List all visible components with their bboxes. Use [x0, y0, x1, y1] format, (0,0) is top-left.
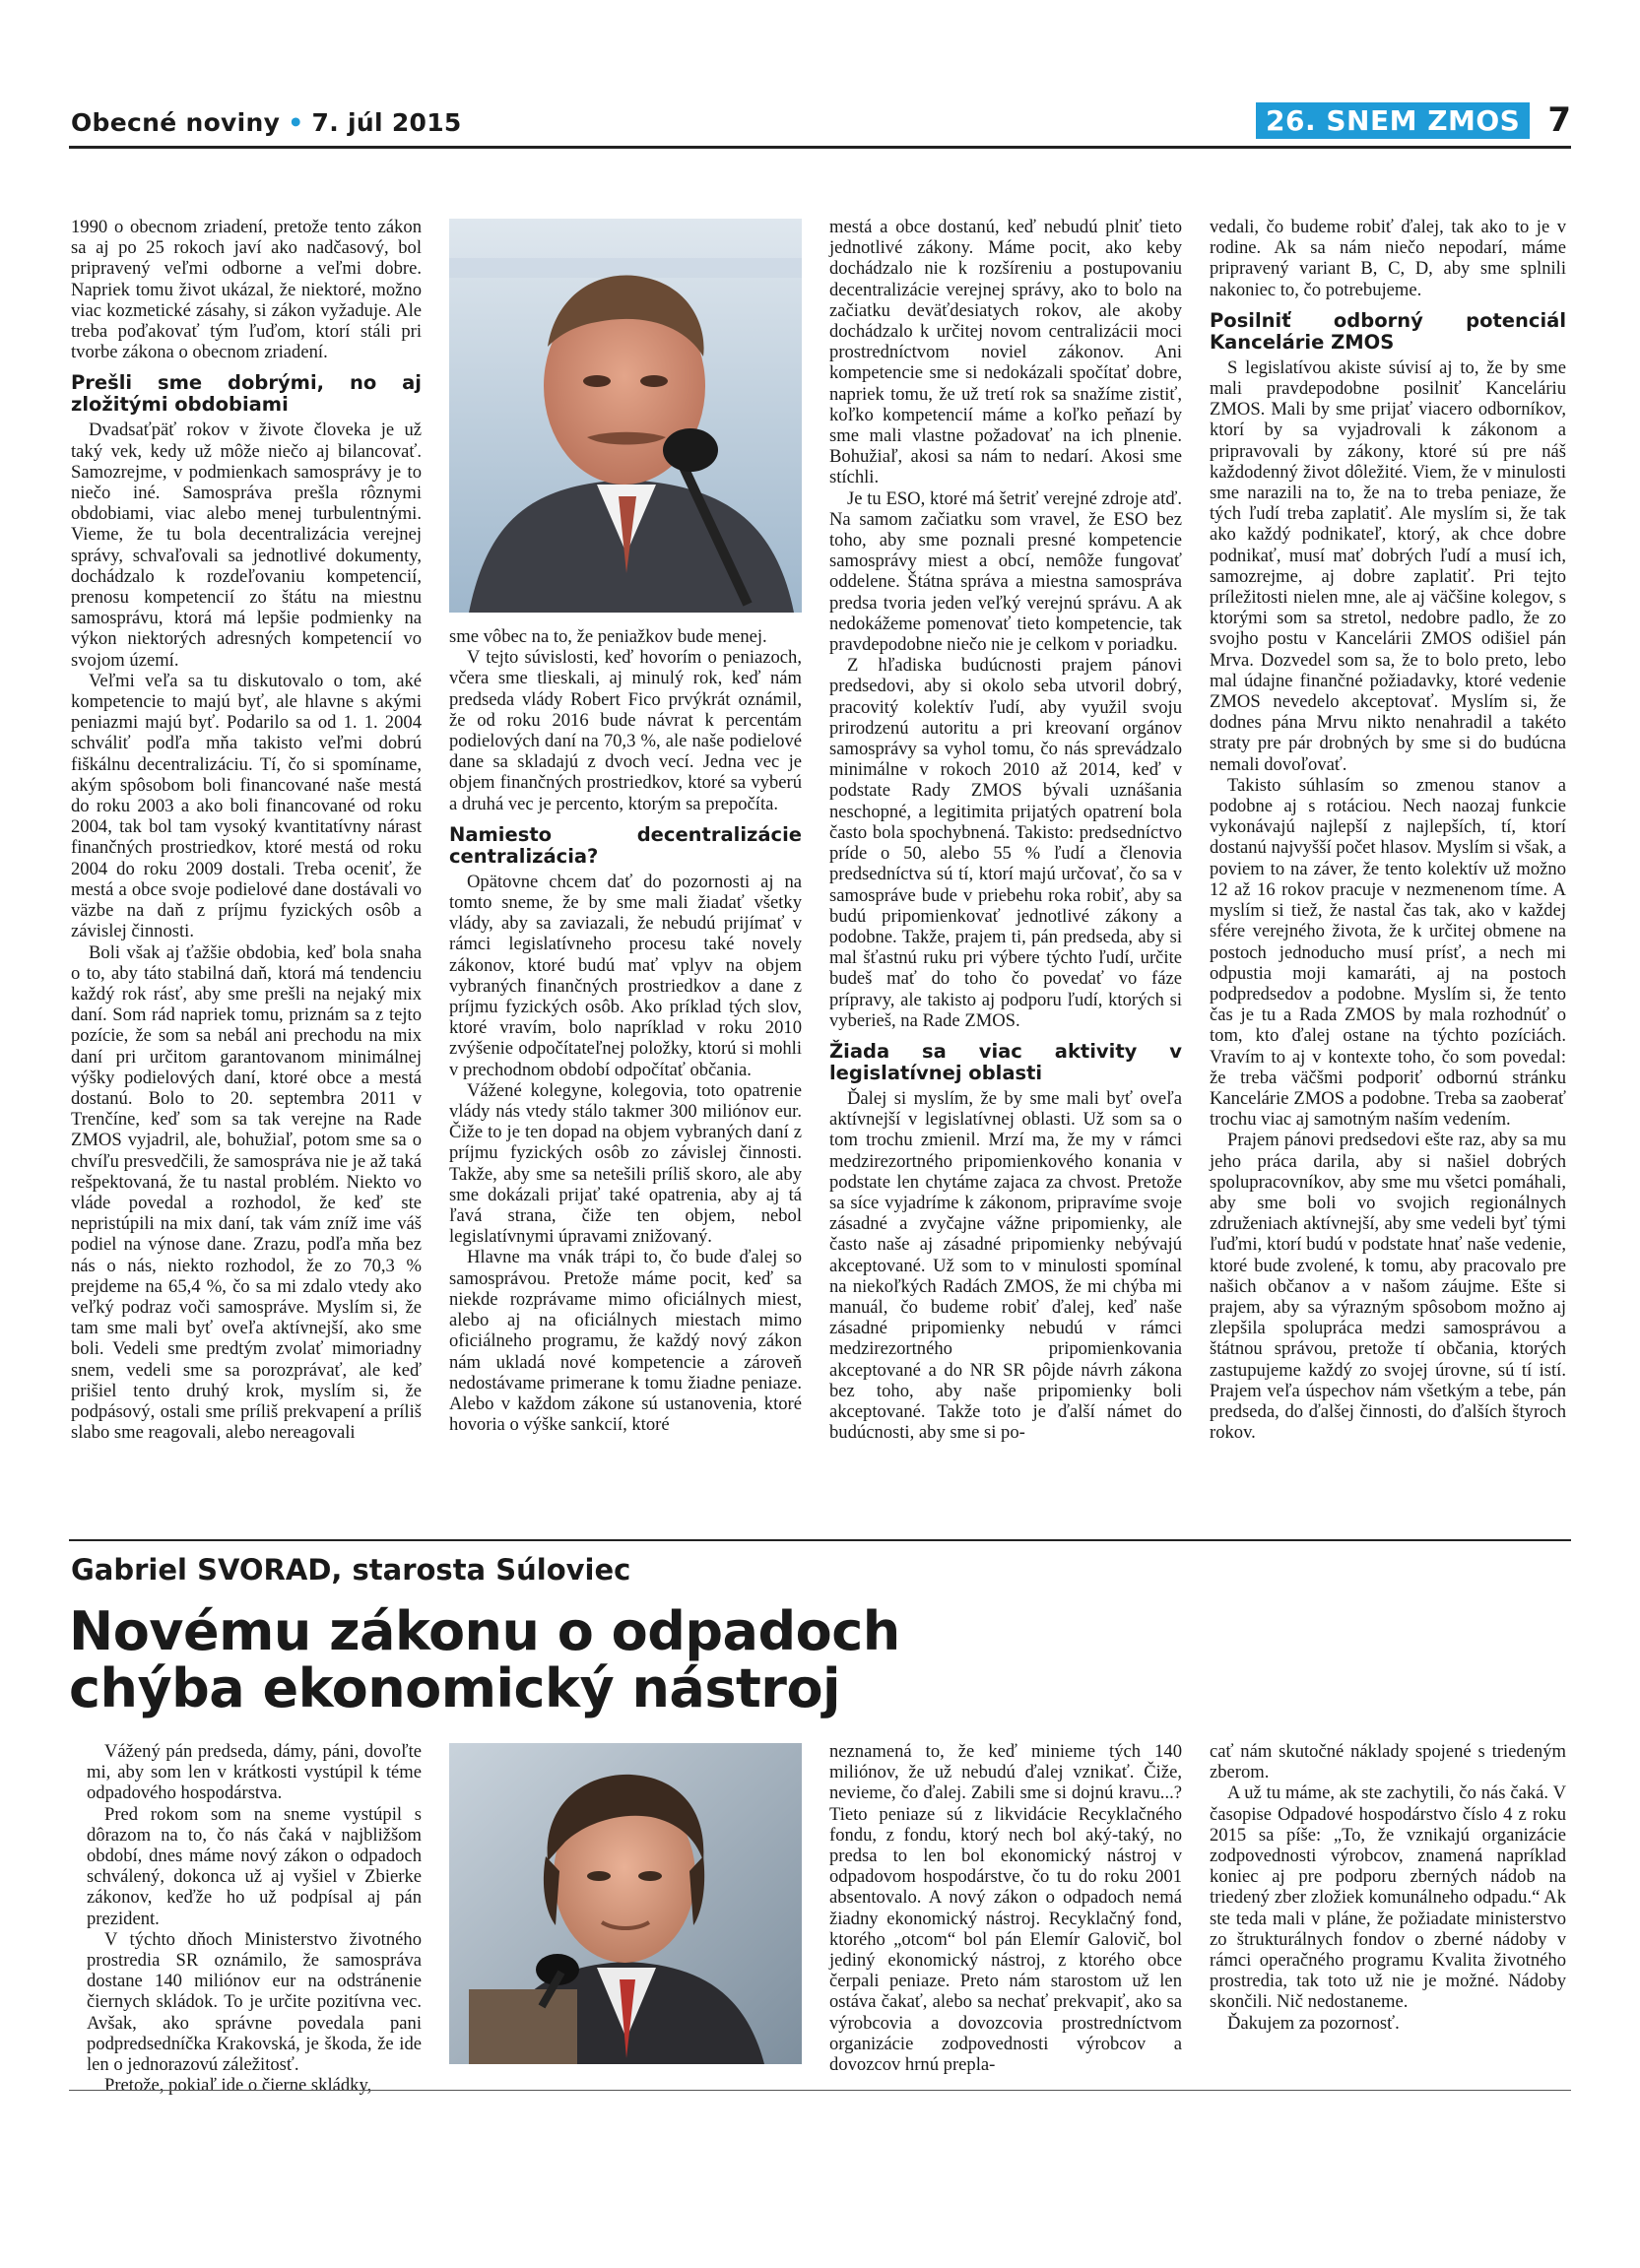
- paragraph: mestá a obce dostanú, keď nebudú plniť tieto jednotlivé zákony. Máme pocit, ako keby dochádzalo nie k rozšíreniu a postupovaniu decentralizácie verejnej správy, ako to bolo na začiatku deväťdesiatych rokov, ale akoby dochádzalo k určitej novom centralizácii moci prostredníctvom noviel zákonov. Ani kompetencie sme si nedokázali spočítať dobre, napriek tomu, že už tretí rok sa snažíme zistiť, koľko kompetencií máme a koľko peňazí by sme mali vlastne požadovať na ich plnenie. Bohužiaľ, akosi sa nám to nedarí. Akosi sme stíchli.: [829, 217, 1182, 488]
- bottom-article-column-1: [87, 1741, 422, 2096]
- issue-date: 7. júl 2015: [311, 108, 462, 137]
- top-article-column-1: [71, 217, 422, 1443]
- page-number: 7: [1547, 100, 1571, 140]
- headline-line-2: chýba ekonomický nástroj: [69, 1657, 841, 1719]
- paragraph: Z hľadiska budúcnosti prajem pánovi predsedovi, aby si okolo seba utvoril dobrý, pracovitý kolektív ľudí, aby využil svoju prirodzenú autoritu a pri kreovaní orgánov samosprávy sa vyhol tomu, čo nás sprevádzalo minimálne v rokoch 2010 až 2014, keď v podstate Rady ZMOS bývali uznášania neschopné, a legitimita prijatých opatrení bola často bola spochybnená. Takisto: predsedníctvo príde o 50, alebo 55 % ľudí a členovia predsedníctva sú tí, ktorí majú určovať, čo sa v samospráve bude v priebehu roka robiť, aby sa budú pripomienkovať jednotlivé zákony a podobne. Takže, prajem ti, pán predseda, aby si mal šťastnú ruku pri výbere týchto ľudí, určite budeš mať do toho čo povedať vo fáze prípravy, ale takisto aj podporu ľudí, ktorých si vyberieš, na Rade ZMOS.: [829, 655, 1182, 1031]
- article-separator-rule: [69, 1539, 1571, 1541]
- paragraph: V týchto dňoch Ministerstvo životného prostredia SR oznámilo, že samospráva dostane 140 miliónov eur na odstránenie čiernych skládok. To je určite pozitívna vec. Avšak, ako správne povedala pani podpredsedníčka Krakovská, je škoda, že ide len o jednorazovú záležitosť.: [87, 1928, 422, 2076]
- section-header: [1256, 100, 1571, 140]
- photo-image: [449, 1743, 802, 2064]
- header-rule: [69, 146, 1571, 149]
- paragraph: Prajem pánovi predsedovi ešte raz, aby sa mu jeho práca darila, aby si našiel dobrých spolupracovníkov, aby sme mu všetci pomáhali, aby sme boli vo svojich regionálnych združeniach aktívnejší, aby sme vedeli byť tými ľuďmi, ktorí budú v podstate hnať naše vedenie, ktoré bude zvolené, k tomu, aby pracovalo pre našich občanov a v našom záujme. Ešte si prajem, aby sa výrazným spôsobom možno aj zlepšila spolupráca medzi samosprávou a štátnou správou, pretože tí občania, ktorých zastupujeme každý zo svojej úrovne, sú tí istí. Prajem veľa úspechov nám všetkým a tebe, pán predseda, do ďalšej činnosti, do ďalších štyroch rokov.: [1210, 1130, 1566, 1444]
- photo-image: [449, 219, 802, 613]
- subheading: Žiada sa viac aktivity v legislatívnej oblasti: [829, 1039, 1182, 1084]
- paragraph: Dvadsaťpäť rokov v živote človeka je už taký vek, kedy už môže niečo aj bilancovať. Samozrejme, v podmienkach samosprávy je to niečo iné. Samospráva prešla rôznymi obdobiami, viac alebo menej turbulentnými. Vieme, že tu bola decentralizácia verejnej správy, schvaľovali sa jednotlivé dokumenty, dochádzalo k rozdeľovaniu kompetencií, prenosu kompetencií zo štátu na miestnu samosprávu, ktorá má lepšie podmienky na výkon niektorých adresných kompetencií vo svojom území.: [71, 420, 422, 671]
- publication-name: Obecné noviny: [71, 108, 281, 137]
- section-badge: 26. SNEM ZMOS: [1256, 102, 1530, 139]
- subheading: Posilniť odborný potenciál Kancelárie ZMOS: [1210, 308, 1566, 354]
- portrait-photo-svorad: [449, 1743, 802, 2064]
- top-article-column-3: [829, 217, 1182, 1443]
- headline-line-1: Novému zákonu o odpadoch: [69, 1600, 900, 1662]
- paragraph: Takisto súhlasím so zmenou stanov a podobne aj s rotáciou. Nech naozaj funkcie vykonávajú najlepší z najlepších, tí, ktorí dostanú najvyšší počet hlasov. Myslím si však, a poviem to na záver, že tento kolektív už možno 12 až 16 rokov pracuje v nezmenenom tíme. A myslím si tiež, že nastal čas tak, ako v každej sfére verejného života, že k určitej obmene na postoch jednoducho musí prísť, a nech mi odpustia moji kamaráti, aj na postoch podpredsedov a podobne. Myslím si, že tento čas je tu a Rada ZMOS by mala rozhodnúť o tom, kto ďalej ostane na týchto pozíciách. Vravím to aj v kontexte toho, čo som povedal: že treba väčšmi podporiť odbornú stránku Kancelárie ZMOS a podobne. Treba sa zaoberať trochu viac aj samotným naším vedením.: [1210, 774, 1566, 1131]
- bullet-separator: •: [288, 108, 304, 137]
- paragraph: Pred rokom som na sneme vystúpil s dôrazom na to, čo nás čaká v najbližšom období, dnes máme nový zákon o odpadoch schválený, dokonca už aj vyšiel v Zbierke zákonov, keďže ho už podpísal aj pán prezident.: [87, 1803, 422, 1929]
- top-article-column-2: [449, 626, 802, 1435]
- footer-rule: [69, 2090, 1571, 2091]
- paragraph: Ďalej si myslím, že by sme mali byť oveľa aktívnejší v legislatívnej oblasti. Už som sa o tom trochu zmienil. Mrzí ma, že my v rámci medzirezortného pripomienkového konania v podstate len chytáme zajaca za chvost. Pretože sa síce vyjadríme k zákonom, pripravíme svoje zásadné a zvyčajne vážne pripomienky, ale často naše aj zásadné pripomienky nebývajú akceptované. Už som to v minulosti spomínal na niekoľkých Radách ZMOS, že mi chýba mi manuál, čo budeme robiť ďalej, keď naše zásadné pripomienky nebudú v rámci medzirezortného pripomienkovania akceptované a do NR SR pôjde návrh zákona bez toho, aby naše pripomienky boli akceptované. Takže toto je ďalší námet do budúcnosti, aby sme si po-: [829, 1087, 1182, 1444]
- subheading: Namiesto decentralizácie centralizácia?: [449, 822, 802, 868]
- paragraph: A už tu máme, ak ste zachytili, čo nás čaká. V časopise Odpadové hospodárstvo číslo 4 z roku 2015 sa píše: „To, že vznikajú organizácie zodpovednosti výrobcov, znamená napríklad koniec aj pre podporu zberných nádob na triedený zber zložiek komunálneho odpadu.“ Ak ste teda mali v pláne, že požiadate ministerstvo zo štrukturálnych fondov o zberné nádoby v rámci operačného programu Kvalita životného prostredia, tak toto už nie je možné. Nádoby skončili. Nič nedostaneme.: [1210, 1782, 1566, 2013]
- paragraph: Vážené kolegyne, kolegovia, toto opatrenie vlády nás vtedy stálo takmer 300 miliónov eur. Čiže to je ten dopad na objem vybraných daní z príjmu fyzických osôb zo závislej činnosti. Takže, aby sme sa netešili príliš skoro, ale aby sme dokázali prijať také opatrenia, aby aj tá ľavá strana, čiže ten objem, nebol legislatívnymi úpravami znižovaný.: [449, 1079, 802, 1248]
- paragraph: S legislatívou akiste súvisí aj to, že by sme mali pravdepodobne posilniť Kanceláriu ZMOS. Mali by sme prijať viacero odborníkov, ktorí by sa vyjadrovali k zákonom a pripravovali by zákony, ktoré sú pre náš každodenný život dôležité. Viem, že v minulosti sme narazili na to, že na to treba peniaze, že tých ľudí treba zaplatiť. Ale myslím si, že tak ako každý podnikateľ, ktorý, ak chce dobre podnikať, musí mať dobrých ľudí a musí ich, samozrejme, aj dobre zaplatiť. Pri tejto príležitosti nielen mne, ale aj väčšine kolegov, s ktorými som sa stretol, nedobre padlo, že zo svojho postu v Kancelárii ZMOS odišiel pán Mrva. Dozvedel som sa, že to bolo preto, lebo mal údajne finančné požiadavky, ktoré vedenie ZMOS nevedelo akceptovať. Myslím si, že dodnes pána Mrvu nikto nenahradil a takéto straty pre pár drobných by sme si do budúcna nemali dovoľovať.: [1210, 356, 1566, 775]
- paragraph: Veľmi veľa sa tu diskutovalo o tom, aké kompetencie to majú byť, ale hlavne s akými peniazmi majú byť. Podarilo sa od 1. 1. 2004 schváliť podľa mňa takisto veľmi dobrú fiškálnu decentralizáciu. Tí, čo si spomíname, akým spôsobom boli financované naše mestá do roku 2003 a ako boli financované od roku 2004, tak bol tam vysoký kvantitatívny nárast finančných prostriedkov, ktoré mestá od roku 2004 do roku 2009 dostali. Treba oceniť, že mestá a obce svoje podielové dane dostávali vo väzbe na daň z príjmu fyzických osôb a závislej činnosti.: [71, 670, 422, 942]
- paragraph: V tejto súvislosti, keď hovorím o peniazoch, včera sme tlieskali, aj minulý rok, keď nám predseda vlády Robert Fico prvýkrát oznámil, že od roku 2016 bude návrat k percentám podielových daní na 70,3 %, ale naše podielové dane sa skladajú z dvoch vecí. Jedna vec je objem finančných prostriedkov, ktoré sa vyberú a druhá vec je percento, ktorým sa prepočíta.: [449, 647, 802, 814]
- paragraph: Opätovne chcem dať do pozornosti aj na tomto sneme, že by sme mali žiadať všetky vlády, aby sa zaviazali, že nebudú prijímať v rámci legislatívneho procesu také novely zákonov, ktoré budú mať vplyv na objem vybraných finančných prostriedkov a dane z príjmu fyzických osôb. Ako príklad tých slov, ktoré vravím, bolo napríklad v roku 2010 zvýšenie odpočítateľnej položky, ktorú si mohli v prechodnom období odpočítať občania.: [449, 871, 802, 1080]
- paragraph: 1990 o obecnom zriadení, pretože tento zákon sa aj po 25 rokoch javí ako nadčasový, bol pripravený veľmi odborne a veľmi dobre. Napriek tomu život ukázal, že niektoré, možno viac kozmetické zásahy, si zákon vyžaduje. Ale treba poďakovať tým ľuďom, ktorí stáli pri tvorbe zákona o obecnom zriadení.: [71, 217, 422, 363]
- paragraph: cať nám skutočné náklady spojené s triedeným zberom.: [1210, 1741, 1566, 1783]
- article-headline: [69, 1600, 900, 1719]
- paragraph: Hlavne ma vnák trápi to, čo bude ďalej so samosprávou. Pretože máme pocit, keď sa niekde rozprávame mimo oficiálnych miest, alebo aj na oficiálnych miestach mimo oficiálneho programu, že každý nový zákon nám ukladá nové kompetencie a zároveň nedostávame primerane k tomu žiadne peniaze. Alebo v každom zákone sú ustanovenia, ktoré hovoria o výške sankcií, ktoré: [449, 1247, 802, 1436]
- paragraph: Ďakujem za pozornosť.: [1227, 2012, 1400, 2034]
- paragraph: Pretože, pokiaľ ide o čierne skládky,: [104, 2075, 372, 2097]
- paragraph: Je tu ESO, ktoré má šetriť verejné zdroje atď. Na samom začiatku som vravel, že ESO bez toho, aby sme poznali presné kompetencie samosprávy miest a obcí, nemôže fungovať oddelene. Štátna správa a miestna samospráva predsa tvoria jeden veľký verejnú správu. A ak nedokážeme pomenovať tieto kompetencie, tak pravdepodobne niečo nie je celkom v poriadku.: [829, 487, 1182, 656]
- bottom-article-column-4: [1210, 1741, 1566, 2034]
- article-byline: Gabriel SVORAD, starosta Súloviec: [71, 1553, 631, 1587]
- masthead: [71, 108, 462, 137]
- paragraph: Boli však aj ťažšie obdobia, keď bola snaha o to, aby táto stabilná daň, ktorá má tendenciu každý rok rásť, aby sme prešli na nejaký mix daní. Som rád napriek tomu, priznám sa z tejto pozície, že som sa nebál ani prechodu na mix daní pri určitom garantovanom minimálnej výšky podielových daní, ktoré obce a mestá dostanú. Bolo to 20. septembra 2011 v Trenčíne, keď som sa tak verejne na Rade ZMOS vyjadril, ale, bohužiaľ, potom sme sa o chvíľu presvedčili, že samospráva nie je až taká rešpektovaná, že tu nastal problém. Niekto vo vláde povedal a rozhodol, že keď ste nepristúpili na mix daní, tak vám zníž ime váš podiel na výnose dane. Zrazu, podľa mňa bez nás o nás, niekto rozhodol, že zo 70,3 % prejdeme na 65,4 %, čo sa mi zdalo vtedy ako veľký podraz voči samospráve. Myslím si, že tam sme mali byť oveľa aktívnejší, ako sme boli. Vedeli sme predtým zvolať mimoriadny snem, vedeli sme sa porozprávať, ale keď prišiel tento druhý krok, myslím si, že podpásový, ostali sme príliš prekvapení a príliš slabo sme reagovali, alebo nereagovali: [71, 941, 422, 1444]
- top-article-column-4: [1210, 217, 1566, 1443]
- paragraph: neznamená to, že keď minieme tých 140 miliónov, že už nebudú ďalej vznikať. Čiže, nevieme, čo ďalej. Zabili sme si dojnú kravu...? Tieto peniaze sú z likvidácie Recyklačného fondu, z fondu, ktorý nech bol aký-taký, no predsa to len bol ekonomický nástroj v odpadovom hospodárstve, čo tu do roku 2001 absentovalo. A nový zákon o odpadoch nemá žiadny ekonomický nástroj. Recyklačný fond, ktorého „otcom“ bol pán Elemír Galovič, bol jediný ekonomický nástroj, z ktorého obce čerpali peniaze. Preto nám starostom už len ostáva čakať, alebo sa nechať prekvapiť, ako sa výrobcovia a dovozcovia prostredníctvom organizácie zodpovednosti výrobcov a dovozcov hrnú prepla-: [829, 1741, 1182, 2076]
- paragraph: vedali, čo budeme robiť ďalej, tak ako to je v rodine. Ak sa nám niečo nepodarí, máme pripravený variant B, C, D, aby sme splnili nakoniec to, čo potrebujeme.: [1210, 217, 1566, 300]
- subheading: Prešli sme dobrými, no aj zložitými obdobiami: [71, 371, 422, 417]
- paragraph: sme vôbec na to, že peniažkov bude menej.: [449, 626, 767, 647]
- paragraph: Vážený pán predseda, dámy, páni, dovoľte mi, aby som len v krátkosti vystúpil k téme odpadového hospodárstva.: [87, 1741, 422, 1804]
- portrait-photo-speaker: [449, 219, 802, 613]
- bottom-article-column-3: [829, 1741, 1182, 2075]
